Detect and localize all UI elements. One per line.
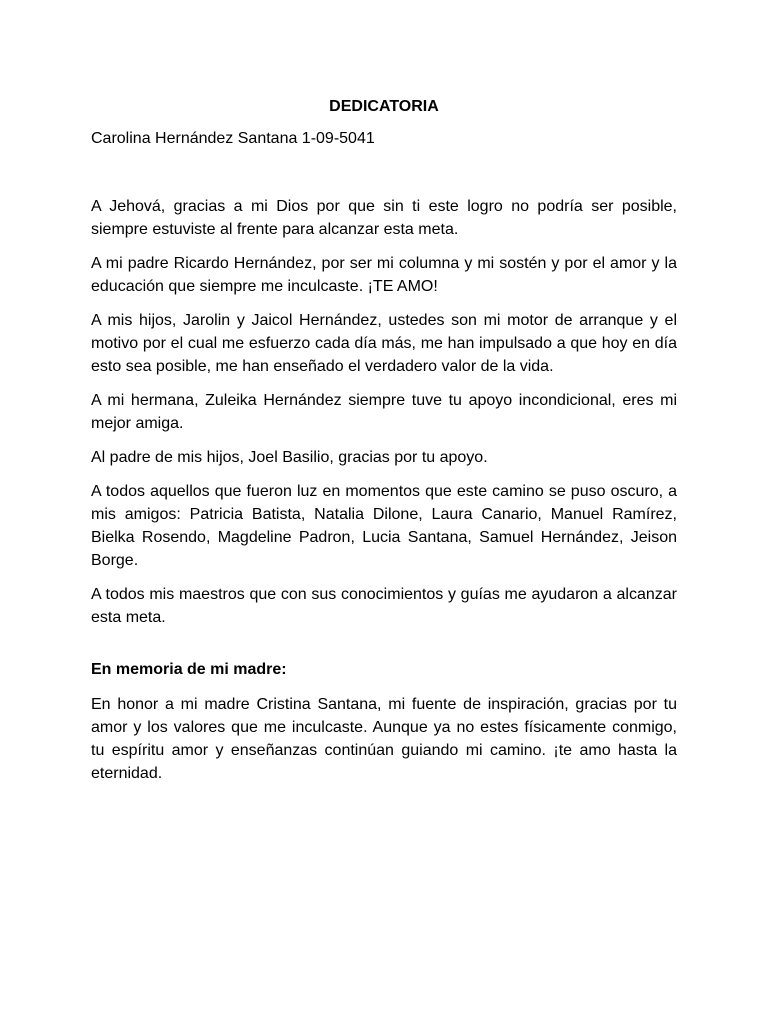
dedication-paragraph: A mi hermana, Zuleika Hernández siempre tuve tu apoyo incondicional, eres mi mejor amiga. [91, 392, 677, 432]
dedication-paragraph: A todos aquellos que fueron luz en momentos que este camino se puso oscuro, a mis amigos: Patricia Batista, Natalia Dilone, Laura Canario, Manuel Ramírez, Bielka Rosendo, Magdeline Padron, Lucia Santana, Samuel Hernández, Jeison Borge. [91, 483, 677, 569]
dedication-paragraph: A mis hijos, Jarolin y Jaicol Hernández, ustedes son mi motor de arranque y el motivo por el cual me esfuerzo cada día más, me han impulsado a que hoy en día esto sea posible, me han enseñado el verdadero valor de la vida. [91, 312, 677, 375]
page-title: DEDICATORIA [329, 98, 439, 115]
dedication-paragraph: A mi padre Ricardo Hernández, por ser mi columna y mi sostén y por el amor y la educación que siempre me inculcaste. ¡TE AMO! [91, 255, 677, 295]
memoria-paragraph: En honor a mi madre Cristina Santana, mi fuente de inspiración, gracias por tu amor y los valores que me inculcaste. Aunque ya no estes físicamente conmigo, tu espíritu amor y enseñanzas continúan guiando mi camino. ¡te amo hasta la eternidad. [91, 696, 677, 782]
memoria-heading: En memoria de mi madre: [91, 661, 287, 678]
dedication-paragraph: A Jehová, gracias a mi Dios por que sin ti este logro no podría ser posible, siempre estuviste al frente para alcanzar esta meta. [91, 198, 677, 238]
dedication-paragraph: Al padre de mis hijos, Joel Basilio, gracias por tu apoyo. [91, 449, 488, 466]
dedication-body [91, 195, 677, 640]
author-line: Carolina Hernández Santana 1-09-5041 [91, 130, 375, 147]
dedication-paragraph: A todos mis maestros que con sus conocimientos y guías me ayudaron a alcanzar esta meta. [91, 586, 677, 626]
